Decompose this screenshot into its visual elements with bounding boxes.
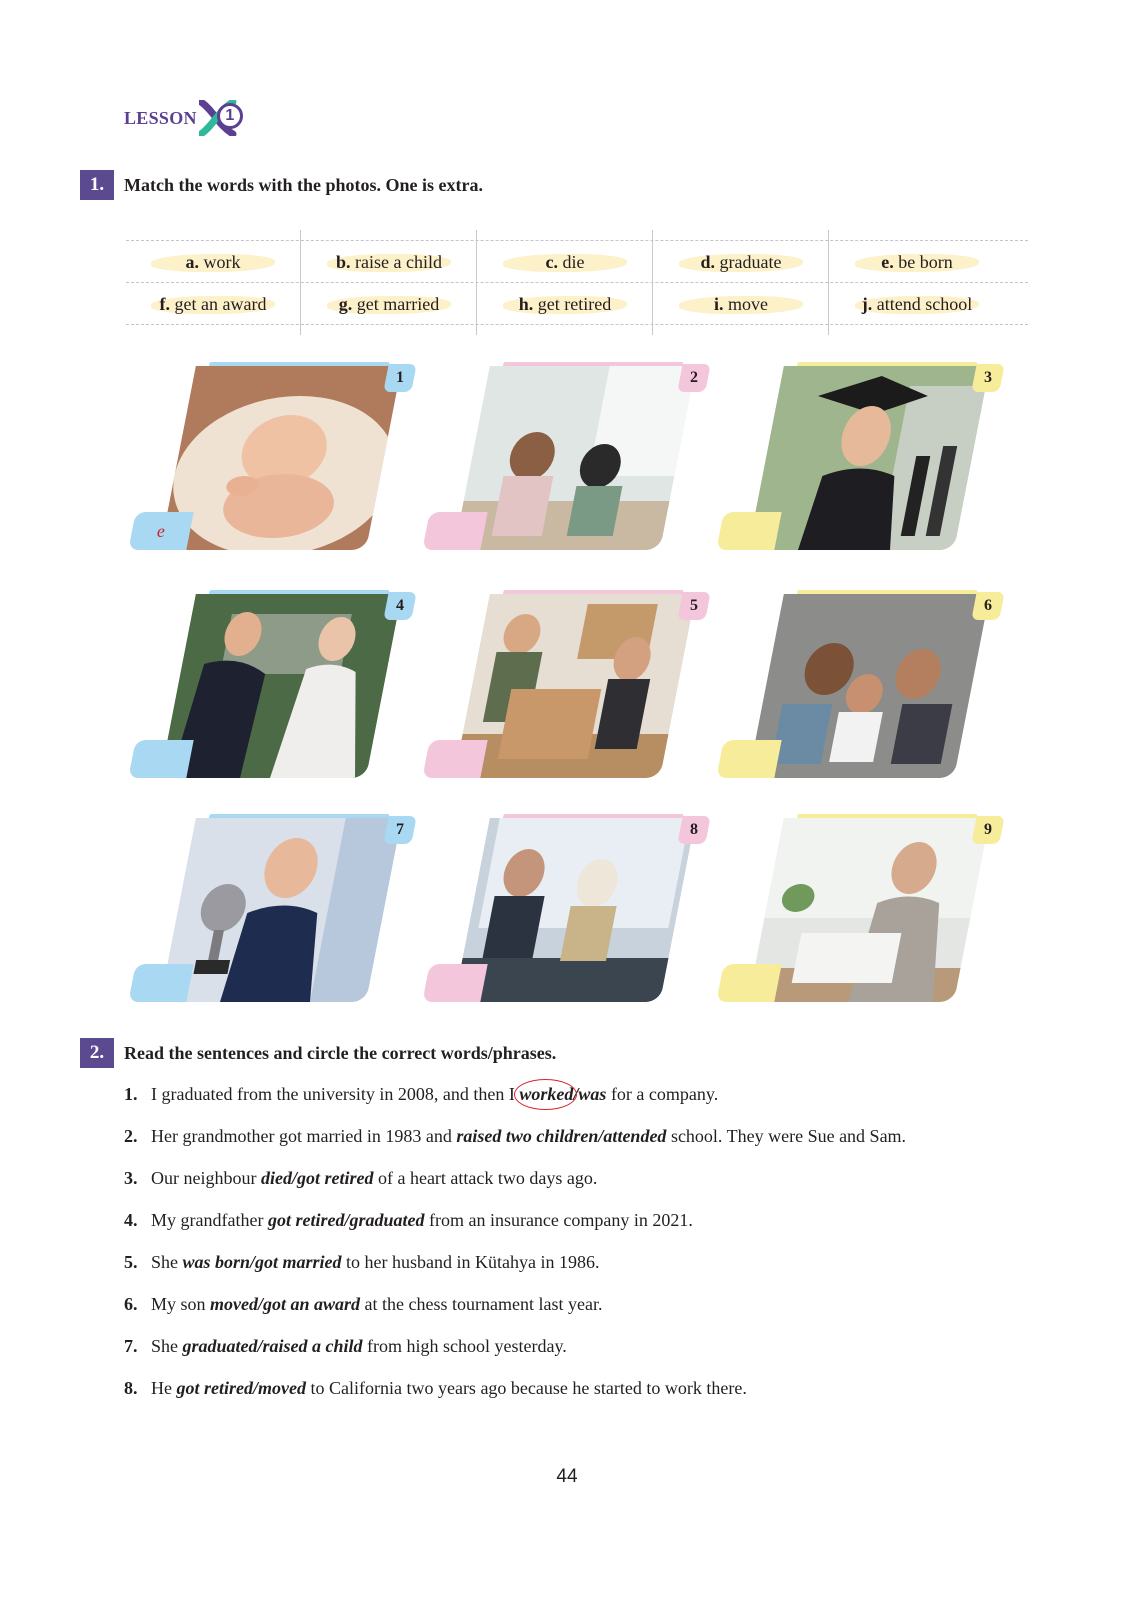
photo-card-5	[428, 590, 698, 780]
photo-card-3	[722, 362, 992, 552]
photo-number: 5	[690, 597, 698, 614]
photo-card-4	[134, 590, 404, 780]
word-item: b. raise a child	[299, 245, 479, 279]
sentence-6: 6. My son moved/got an award at the chess tournament last year.	[124, 1294, 603, 1314]
sentence-1: 1. I graduated from the university in 2008, and then I worked/was for a company.	[124, 1084, 719, 1104]
photo-old-man-newspaper	[748, 818, 990, 1002]
photo-number: 8	[690, 821, 698, 838]
photo-card-9	[722, 814, 992, 1004]
answer-options[interactable]: got retired/moved	[176, 1378, 306, 1398]
photo-number: 1	[396, 369, 404, 386]
word-item: a. work	[123, 245, 303, 279]
page-number: 44	[556, 1466, 578, 1487]
photo-card-6	[722, 590, 992, 780]
answer-options[interactable]: raised two children/attended	[456, 1126, 667, 1146]
exercise-2-instruction: Read the sentences and circle the correct words/phrases.	[124, 1043, 557, 1063]
answer-option[interactable]: was	[578, 1084, 607, 1104]
answer-box[interactable]	[128, 512, 193, 550]
photo-classroom-kids	[454, 366, 696, 550]
sentence-8: 8. He got retired/moved to California two years ago because he started to work there.	[124, 1378, 747, 1398]
answer-box[interactable]	[422, 512, 487, 550]
answer-box[interactable]	[128, 964, 193, 1002]
lesson-number: 1	[217, 103, 243, 129]
photo-graduate	[748, 366, 990, 550]
sentence-2: 2. Her grandmother got married in 1983 and raised two children/attended school. They were Sue and Sam.	[124, 1126, 907, 1146]
photo-wedding	[160, 594, 402, 778]
lesson-badge	[124, 100, 249, 136]
answer-box[interactable]	[716, 512, 781, 550]
exercise-1-instruction: Match the words with the photos. One is extra.	[124, 175, 483, 195]
word-box	[126, 240, 1028, 334]
word-item: e. be born	[827, 245, 1007, 279]
answer-box[interactable]	[422, 964, 487, 1002]
circled-answer[interactable]: worked	[519, 1084, 574, 1104]
sentence-4: 4. My grandfather got retired/graduated from an insurance company in 2021.	[124, 1210, 693, 1230]
exercise-2-number: 2.	[80, 1038, 114, 1068]
photo-number: 9	[984, 821, 992, 838]
answer-box[interactable]	[716, 964, 781, 1002]
sentence-3: 3. Our neighbour died/got retired of a heart attack two days ago.	[124, 1168, 598, 1188]
word-item: d. graduate	[651, 245, 831, 279]
photo-moving-boxes	[454, 594, 696, 778]
photo-card-7	[134, 814, 404, 1004]
answer-options[interactable]: was born/got married	[182, 1252, 342, 1272]
photo-office-meeting	[454, 818, 696, 1002]
word-item: c. die	[475, 245, 655, 279]
answer-text: e	[157, 520, 165, 541]
sentence-5: 5. She was born/got married to her husband in Kütahya in 1986.	[124, 1252, 600, 1272]
answer-options[interactable]: died/got retired	[260, 1168, 374, 1188]
answer-box[interactable]	[716, 740, 781, 778]
lesson-mark	[199, 100, 249, 136]
answer-box[interactable]	[128, 740, 193, 778]
answer-box[interactable]	[422, 740, 487, 778]
word-item: h. get retired	[475, 287, 655, 321]
sentence-7: 7. She graduated/raised a child from high school yesterday.	[124, 1336, 567, 1356]
photo-newborn-baby	[160, 366, 402, 550]
photo-number: 2	[690, 369, 698, 386]
photo-boy-trophy	[160, 818, 402, 1002]
photo-number: 3	[984, 369, 992, 386]
exercise-1-number: 1.	[80, 170, 114, 200]
word-item: f. get an award	[123, 287, 303, 321]
photo-family-lying	[748, 594, 990, 778]
word-item: j. attend school	[827, 287, 1007, 321]
word-item: g. get married	[299, 287, 479, 321]
answer-options[interactable]: got retired/graduated	[267, 1210, 425, 1230]
photo-number: 7	[396, 821, 404, 838]
answer-options[interactable]: moved/got an award	[210, 1294, 361, 1314]
photo-number: 4	[396, 597, 404, 614]
answer-options[interactable]: graduated/raised a child	[182, 1336, 363, 1356]
photo-card-2	[428, 362, 698, 552]
photo-number: 6	[984, 597, 992, 614]
lesson-word: LESSON	[124, 107, 197, 128]
photo-card-8	[428, 814, 698, 1004]
word-item: i. move	[651, 287, 831, 321]
photo-card-1	[134, 362, 404, 552]
